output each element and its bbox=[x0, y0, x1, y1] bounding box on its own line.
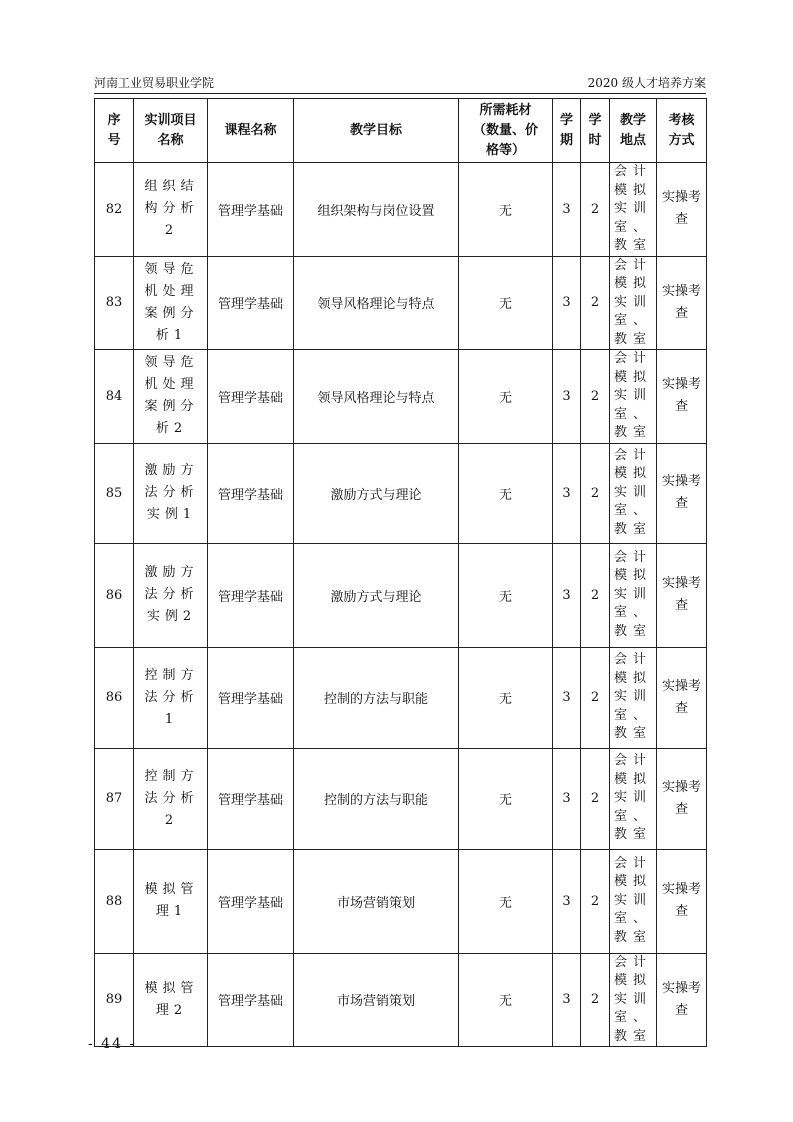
col-header-material: 所需耗材（数量、价格等） bbox=[459, 99, 553, 163]
col-header-no: 序号 bbox=[95, 99, 134, 163]
cell-course: 管理学基础 bbox=[208, 849, 294, 953]
cell-material: 无 bbox=[459, 647, 553, 748]
cell-course: 管理学基础 bbox=[208, 647, 294, 748]
cell-location: 会计模拟实训室、教室 bbox=[610, 647, 657, 748]
cell-material: 无 bbox=[459, 953, 553, 1047]
cell-course: 管理学基础 bbox=[208, 748, 294, 849]
cell-term: 3 bbox=[553, 543, 581, 647]
cell-assessment: 实操考查 bbox=[657, 163, 707, 257]
cell-assessment: 实操考查 bbox=[657, 748, 707, 849]
cell-goal: 控制的方法与职能 bbox=[294, 748, 459, 849]
cell-term: 3 bbox=[553, 748, 581, 849]
cell-material: 无 bbox=[459, 163, 553, 257]
cell-goal: 领导风格理论与特点 bbox=[294, 350, 459, 444]
training-table bbox=[94, 98, 707, 1047]
header-institution: 河南工业贸易职业学院 bbox=[94, 76, 215, 90]
cell-location: 会计模拟实训室、教室 bbox=[610, 748, 657, 849]
cell-project-name: 模拟管理2 bbox=[134, 953, 208, 1047]
cell-assessment: 实操考查 bbox=[657, 543, 707, 647]
cell-goal: 领导风格理论与特点 bbox=[294, 256, 459, 350]
cell-hours: 2 bbox=[581, 256, 610, 350]
col-header-project-name: 实训项目名称 bbox=[134, 99, 208, 163]
cell-course: 管理学基础 bbox=[208, 163, 294, 257]
cell-location: 会计模拟实训室、教室 bbox=[610, 543, 657, 647]
cell-course: 管理学基础 bbox=[208, 443, 294, 543]
cell-location: 会计模拟实训室、教室 bbox=[610, 256, 657, 350]
table-header-row bbox=[95, 99, 707, 163]
col-header-hours: 学时 bbox=[581, 99, 610, 163]
col-header-goal: 教学目标 bbox=[294, 99, 459, 163]
cell-hours: 2 bbox=[581, 163, 610, 257]
cell-project-name: 组织结构分析2 bbox=[134, 163, 208, 257]
cell-no: 89 bbox=[95, 953, 134, 1047]
cell-project-name: 控制方法分析1 bbox=[134, 647, 208, 748]
cell-location: 会计模拟实训室、教室 bbox=[610, 350, 657, 444]
cell-term: 3 bbox=[553, 443, 581, 543]
cell-project-name: 领导危机处理案例分析2 bbox=[134, 350, 208, 444]
cell-course: 管理学基础 bbox=[208, 350, 294, 444]
cell-project-name: 模拟管理1 bbox=[134, 849, 208, 953]
cell-term: 3 bbox=[553, 953, 581, 1047]
table-row bbox=[95, 647, 707, 748]
cell-course: 管理学基础 bbox=[208, 256, 294, 350]
col-header-course: 课程名称 bbox=[208, 99, 294, 163]
table-row bbox=[95, 953, 707, 1047]
cell-project-name: 领导危机处理案例分析1 bbox=[134, 256, 208, 350]
cell-no: 86 bbox=[95, 647, 134, 748]
cell-term: 3 bbox=[553, 350, 581, 444]
cell-goal: 组织架构与岗位设置 bbox=[294, 163, 459, 257]
page-header bbox=[94, 74, 706, 92]
cell-hours: 2 bbox=[581, 647, 610, 748]
table-row bbox=[95, 543, 707, 647]
cell-project-name: 激励方法分析实例2 bbox=[134, 543, 208, 647]
header-doc-title: 2020 级人才培养方案 bbox=[587, 76, 706, 90]
cell-goal: 激励方式与理论 bbox=[294, 443, 459, 543]
cell-goal: 控制的方法与职能 bbox=[294, 647, 459, 748]
cell-term: 3 bbox=[553, 849, 581, 953]
col-header-assessment: 考核方式 bbox=[657, 99, 707, 163]
cell-hours: 2 bbox=[581, 443, 610, 543]
cell-no: 86 bbox=[95, 543, 134, 647]
cell-hours: 2 bbox=[581, 350, 610, 444]
cell-material: 无 bbox=[459, 350, 553, 444]
cell-assessment: 实操考查 bbox=[657, 350, 707, 444]
cell-no: 85 bbox=[95, 443, 134, 543]
cell-assessment: 实操考查 bbox=[657, 647, 707, 748]
table-row bbox=[95, 849, 707, 953]
cell-location: 会计模拟实训室、教室 bbox=[610, 849, 657, 953]
cell-assessment: 实操考查 bbox=[657, 443, 707, 543]
cell-assessment: 实操考查 bbox=[657, 256, 707, 350]
cell-hours: 2 bbox=[581, 953, 610, 1047]
cell-no: 83 bbox=[95, 256, 134, 350]
cell-material: 无 bbox=[459, 849, 553, 953]
cell-no: 87 bbox=[95, 748, 134, 849]
cell-project-name: 控制方法分析2 bbox=[134, 748, 208, 849]
cell-no: 88 bbox=[95, 849, 134, 953]
cell-assessment: 实操考查 bbox=[657, 849, 707, 953]
cell-term: 3 bbox=[553, 163, 581, 257]
cell-no: 84 bbox=[95, 350, 134, 444]
cell-term: 3 bbox=[553, 647, 581, 748]
cell-term: 3 bbox=[553, 256, 581, 350]
table-row bbox=[95, 748, 707, 849]
cell-material: 无 bbox=[459, 543, 553, 647]
cell-project-name: 激励方法分析实例1 bbox=[134, 443, 208, 543]
cell-material: 无 bbox=[459, 256, 553, 350]
cell-hours: 2 bbox=[581, 849, 610, 953]
page-number: - 44 - bbox=[88, 1036, 137, 1052]
cell-hours: 2 bbox=[581, 543, 610, 647]
col-header-location: 教学地点 bbox=[610, 99, 657, 163]
cell-goal: 市场营销策划 bbox=[294, 849, 459, 953]
table-row bbox=[95, 256, 707, 350]
cell-material: 无 bbox=[459, 443, 553, 543]
cell-course: 管理学基础 bbox=[208, 953, 294, 1047]
cell-material: 无 bbox=[459, 748, 553, 849]
table-row bbox=[95, 163, 707, 257]
cell-assessment: 实操考查 bbox=[657, 953, 707, 1047]
cell-goal: 市场营销策划 bbox=[294, 953, 459, 1047]
col-header-term: 学期 bbox=[553, 99, 581, 163]
cell-location: 会计模拟实训室、教室 bbox=[610, 443, 657, 543]
table-row bbox=[95, 350, 707, 444]
cell-location: 会计模拟实训室、教室 bbox=[610, 163, 657, 257]
cell-location: 会计模拟实训室、教室 bbox=[610, 953, 657, 1047]
cell-goal: 激励方式与理论 bbox=[294, 543, 459, 647]
cell-hours: 2 bbox=[581, 748, 610, 849]
cell-course: 管理学基础 bbox=[208, 543, 294, 647]
cell-no: 82 bbox=[95, 163, 134, 257]
table-row bbox=[95, 443, 707, 543]
header-rule bbox=[94, 93, 706, 94]
